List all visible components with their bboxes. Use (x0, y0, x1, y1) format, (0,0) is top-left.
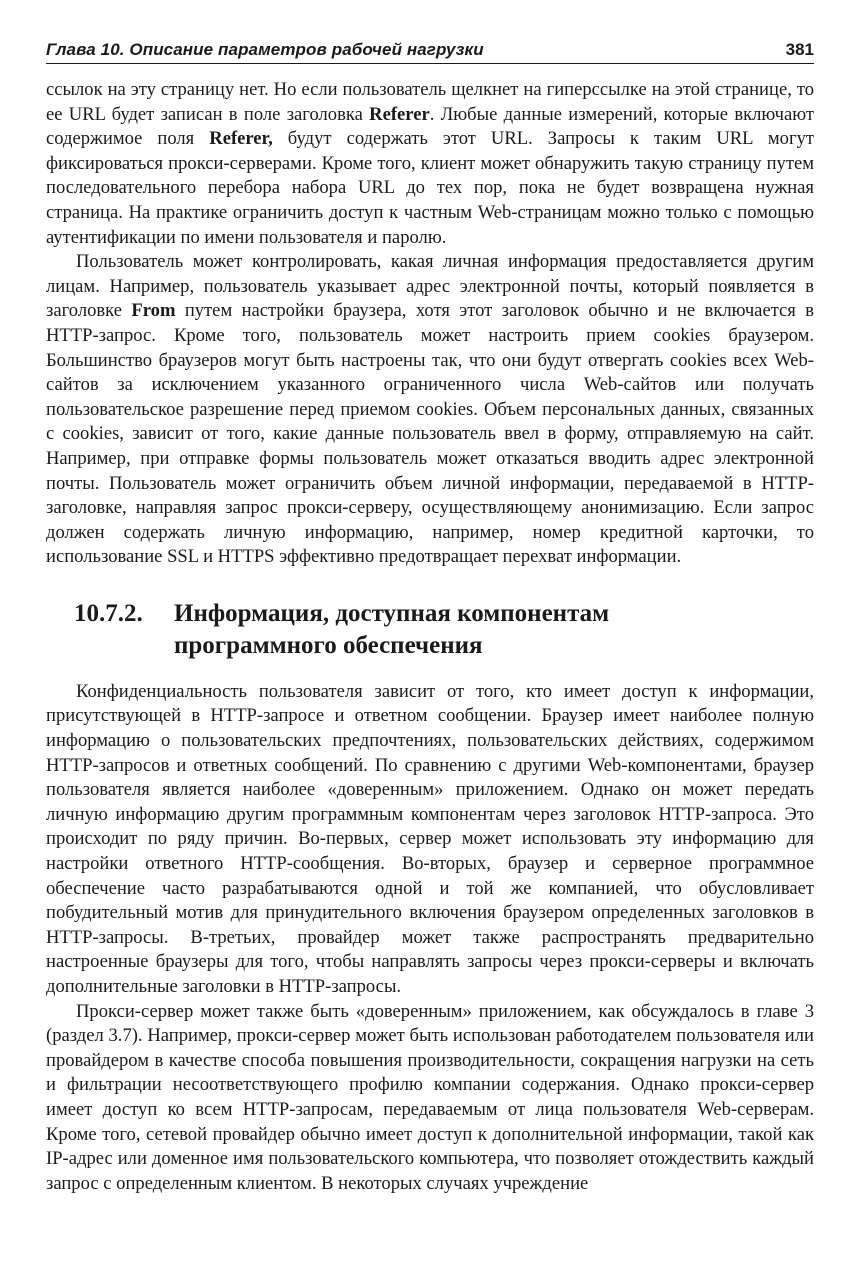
body-text (46, 78, 814, 1196)
text-run: будут содержать этот URL. Запросы к таким URL могут фиксироваться прокси-серверами. Кроме того, клиент может обнаружить такую страницу путем последовательного перебора набора URL до тех пор, пока не будет возвращена нужная страница. На практике ограничить доступ к частным Web-страницам можно только с помощью аутентификации по имени пользователя и паролю. (46, 128, 814, 248)
text-run: Прокси-сервер может также быть «доверенным» приложением, как обсуждалось в главе 3 (раздел 3.7). Например, прокси-сервер может быть использован работодателем пользователя или провайдером в качестве способа повышения производительности, сокращения нагрузки на сеть и фильтрации несоответствующего профилю компании содержания. Однако прокси-сервер имеет доступ ко всем HTTP-запросам, передаваемым от лица пользователя Web-серверам. Кроме того, сетевой провайдер обычно имеет доступ к дополнительной информации, такой как IP-адрес или доменное имя пользовательского компьютера, что позволяет отождествить каждый запрос с определенным клиентом. В некоторых случаях учреждение (46, 1000, 814, 1194)
bold-term: Referer (369, 103, 430, 125)
page-number: 381 (785, 40, 814, 59)
paragraph (46, 680, 814, 1000)
paragraph (46, 250, 814, 570)
book-page (46, 30, 814, 1196)
text-run: путем настройки браузера, хотя этот заголовок обычно и не включается в HTTP-запрос. Кроме того, пользователь может настроить прием cookies браузером. Большинство браузеров могут быть настроены так, что они будут отвергать cookies всех Web-сайтов за исключением указанного ограниченного числа Web-сайтов или получать пользовательское разрешение перед приемом cookies. Объем персональных данных, связанных с cookies, зависит от того, какие данные пользователь ввел в форму, отправляемую на сайт. Например, при отправке формы пользователь может отказаться вводить адрес электронной почты. Пользователь может ограничить объем личной информации, передаваемой в HTTP-заголовке, направляя запрос прокси-серверу, осуществляющему анонимизацию. Если запрос должен содержать личную информацию, например, номер кредитной карточки, то использование SSL и HTTPS эффективно предотвращает перехват информации. (46, 300, 815, 568)
bold-term: Referer, (209, 128, 273, 150)
bold-term: From (131, 300, 176, 322)
section-number: 10.7.2. (74, 599, 143, 627)
section-title: Информация, доступная компонентам программного обеспечения (174, 599, 610, 659)
paragraphs-after-section (46, 680, 814, 1196)
text-run: Конфиденциальность пользователя зависит от того, кто имеет доступ к информации, присутствующей в HTTP-запросе и ответном сообщении. Браузер имеет наиболее полную информацию о пользовательских предпочтениях, пользовательских действиях, содержимом HTTP-запросов и ответных сообщений. По сравнению с другими Web-компонентами, браузер пользователя является наиболее «доверенным» приложением. Однако он может передать личную информацию другим программным компонентам через заголовок HTTP-запроса. Это происходит по ряду причин. Во-первых, сервер может использовать эту информацию для настройки ответного HTTP-сообщения. Во-вторых, браузер и серверное программное обеспечение часто разрабатываются одной и той же компанией, что обусловливает побудительный мотив для принудительного включения браузером определенных заголовков в HTTP-запросы. В-третьих, провайдер может также распространять предварительно настроенные браузеры для того, чтобы направлять запросы через прокси-серверы и включать дополнительные заголовки в HTTP-запросы. (46, 680, 814, 997)
text-run: Пользователь может контролировать, какая личная информация предоставляется другим лицам. Например, пользователь указывает адрес электронной почты, который появляется в заголовке (46, 251, 814, 322)
section-heading (46, 598, 814, 662)
paragraph (46, 78, 814, 250)
chapter-title: Глава 10. Описание параметров рабочей нагрузки (46, 40, 484, 59)
text-run: ссылок на эту страницу нет. Но если пользователь щелкнет на гиперссылке на этой странице, то ее URL будет записан в поле заголовка (46, 79, 814, 125)
paragraph (46, 1000, 814, 1197)
running-header (46, 30, 814, 64)
paragraphs-before-section (46, 78, 814, 570)
text-run: . Любые данные измерений, которые включают содержимое поля (46, 103, 814, 150)
